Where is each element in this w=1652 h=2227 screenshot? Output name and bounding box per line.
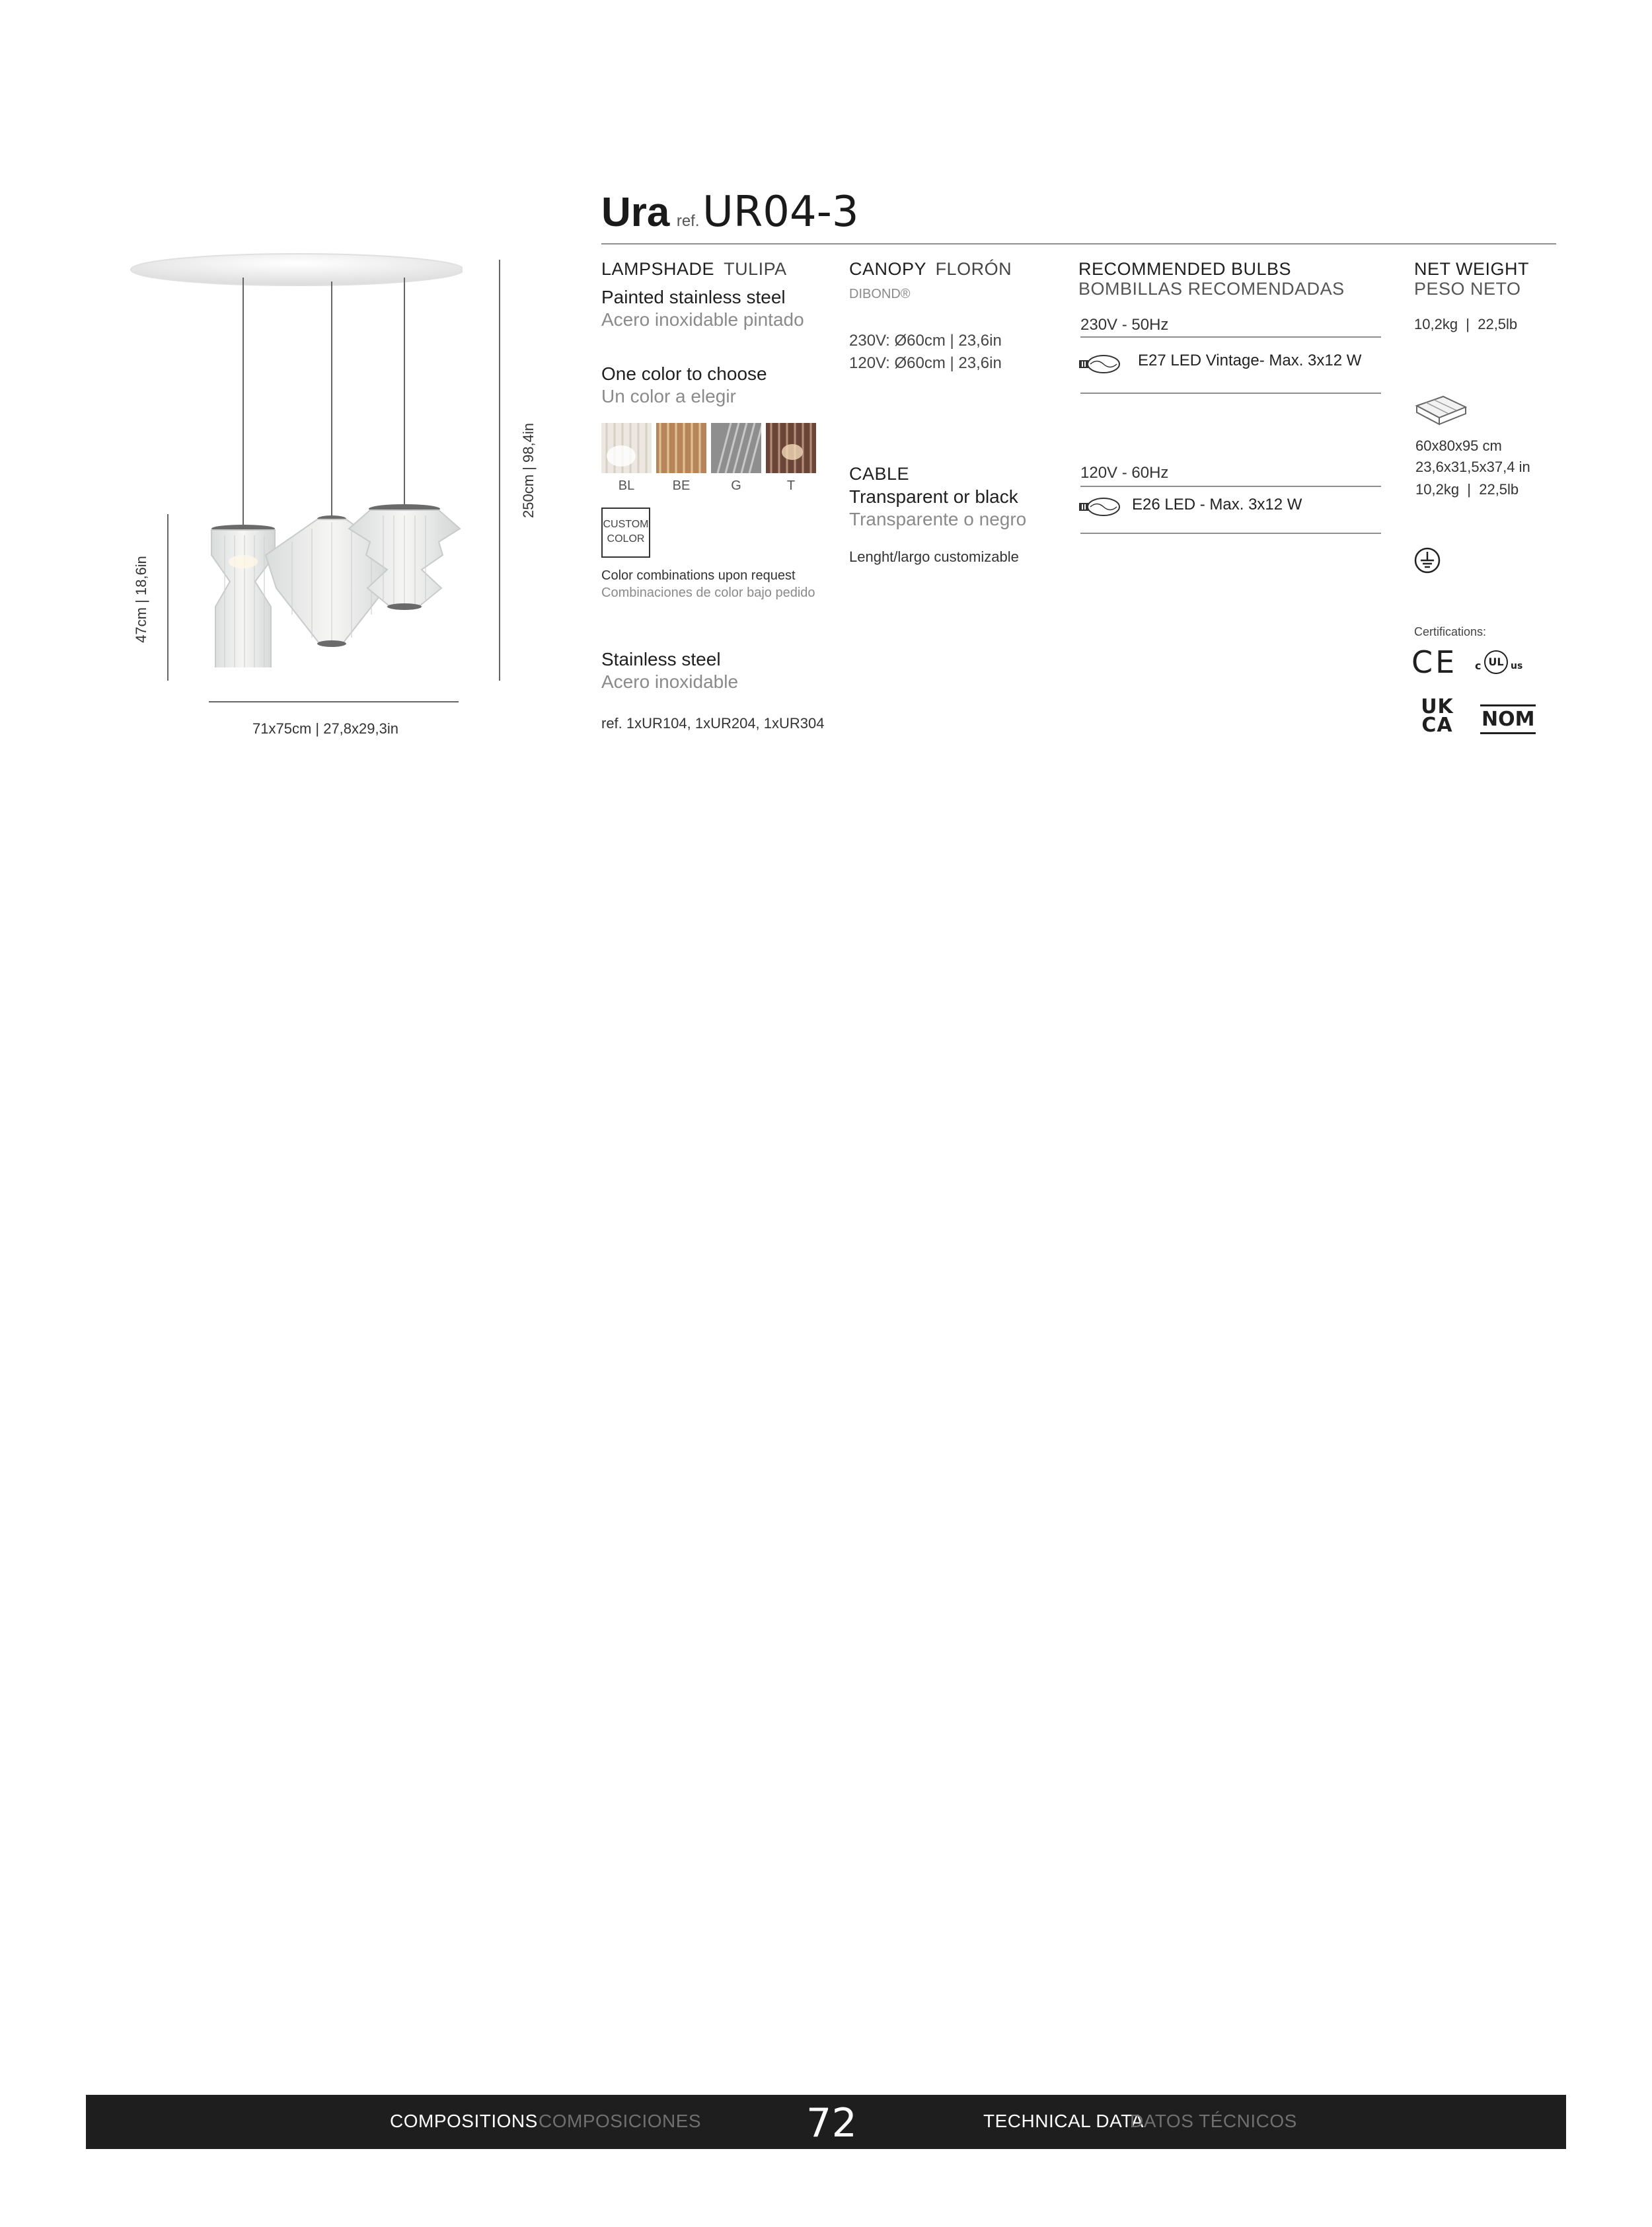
width-dimension-line xyxy=(209,701,459,702)
bulb-icon-230 xyxy=(1078,353,1122,379)
swatch-label-t: T xyxy=(786,478,796,493)
lampshade-title: LAMPSHADE xyxy=(601,259,715,279)
ul-mark xyxy=(1475,649,1528,678)
height-dimension-line xyxy=(499,260,500,681)
package-icon xyxy=(1414,394,1467,430)
width-label: 71x75cm | 27,8x29,3in xyxy=(252,720,398,737)
footer-compositions-en[interactable]: COMPOSITIONS xyxy=(390,2111,538,2131)
lampshade-subtitle: TULIPA xyxy=(724,259,787,279)
canopy-spec-230: 230V: Ø60cm | 23,6in xyxy=(849,332,1002,350)
ground-symbol xyxy=(1413,546,1442,575)
canopy-subtitle: FLORÓN xyxy=(935,259,1012,279)
swatch-be[interactable] xyxy=(656,423,706,473)
custom-color-line-2: COLOR xyxy=(607,533,645,545)
swatch-t[interactable] xyxy=(766,423,816,473)
lamp-tall xyxy=(211,525,275,667)
nom-mark xyxy=(1480,704,1536,734)
footer-technical-en[interactable]: TECHNICAL DATA xyxy=(983,2111,1144,2131)
swatch-label-bl: BL xyxy=(618,478,635,493)
ukca-mark-bottom: CA xyxy=(1421,714,1453,737)
footer-technical-es[interactable]: DATOS TÉCNICOS xyxy=(1130,2111,1297,2131)
voltage-120: 120V - 60Hz xyxy=(1080,464,1169,482)
lampshade-material-es: Acero inoxidable pintado xyxy=(601,309,804,330)
color-note-en: One color to choose xyxy=(601,363,767,384)
ul-mark-text: UL xyxy=(1488,656,1504,668)
nom-mark-text: NOM xyxy=(1482,708,1535,731)
swatch-bl-image xyxy=(601,423,652,473)
footer-page-number: 72 xyxy=(806,2100,858,2146)
product-illustration xyxy=(119,245,463,667)
canopy-title: CANOPY xyxy=(849,259,926,279)
page-title xyxy=(601,188,859,237)
swatch-label-g: G xyxy=(731,478,741,493)
bulb-120-bottom-rule xyxy=(1080,533,1381,534)
package-size-cm: 60x80x95 cm xyxy=(1415,437,1502,454)
total-height-label: 250cm | 98,4in xyxy=(520,423,537,518)
cable-option-en: Transparent or black xyxy=(849,486,1018,507)
cable-title: CABLE xyxy=(849,464,910,484)
swatch-g[interactable] xyxy=(711,423,761,473)
combinations-es: Combinaciones de color bajo pedido xyxy=(601,585,815,600)
lampshade-material-en: Painted stainless steel xyxy=(601,287,786,307)
bulb-icon xyxy=(1078,496,1122,518)
swatch-t-image xyxy=(766,423,816,473)
swatch-g-image xyxy=(711,423,761,473)
canopy-spec-120: 120V: Ø60cm | 23,6in xyxy=(849,354,1002,372)
ukca-mark-top: UK xyxy=(1421,695,1454,718)
cable-length-note: Lenght/largo customizable xyxy=(849,548,1019,565)
bulbs-title-en: RECOMMENDED BULBS xyxy=(1078,259,1292,279)
component-refs: ref. 1xUR104, 1xUR204, 1xUR304 xyxy=(601,715,825,732)
bulb-230-spec: E27 LED Vintage- Max. 3x12 W xyxy=(1138,352,1362,369)
bulb-icon-120 xyxy=(1078,496,1122,521)
bulb-icon xyxy=(1078,353,1122,375)
bulbs-title-es: BOMBILLAS RECOMENDADAS xyxy=(1078,279,1345,299)
lampshade-heading xyxy=(601,259,787,280)
bulb-120-spec: E26 LED - Max. 3x12 W xyxy=(1132,496,1302,513)
lamp-height-label: 47cm | 18,6in xyxy=(133,556,149,643)
pallet-icon xyxy=(1414,394,1467,427)
certifications-label: Certifications: xyxy=(1414,625,1487,638)
frame-material-en: Stainless steel xyxy=(601,649,721,669)
pendant-lamp-drawing xyxy=(119,245,463,667)
swatch-bl[interactable] xyxy=(601,423,652,473)
net-weight: 10,2kg | 22,5lb xyxy=(1414,316,1518,332)
ce-mark: CE xyxy=(1411,644,1458,680)
canopy-material: DIBOND® xyxy=(849,287,911,301)
ul-mark-us: us xyxy=(1511,661,1523,671)
frame-material-es: Acero inoxidable xyxy=(601,671,739,692)
cable-option-es: Transparente o negro xyxy=(849,509,1027,529)
swatch-label-be: BE xyxy=(672,478,691,493)
color-note-es: Un color a elegir xyxy=(601,386,736,406)
swatch-be-image xyxy=(656,423,706,473)
ref-prefix: ref. xyxy=(676,212,700,230)
weight-title-en: NET WEIGHT xyxy=(1414,259,1530,279)
bulb-230-top-rule xyxy=(1080,336,1381,338)
product-name: Ura xyxy=(601,190,670,235)
weight-title-es: PESO NETO xyxy=(1414,279,1521,299)
combinations-en: Color combinations upon request xyxy=(601,568,796,583)
bulb-230-bottom-rule xyxy=(1080,393,1381,394)
voltage-230: 230V - 50Hz xyxy=(1080,316,1169,334)
footer-compositions-es[interactable]: COMPOSICIONES xyxy=(539,2111,702,2131)
package-size-in: 23,6x31,5x37,4 in xyxy=(1415,459,1530,475)
custom-color-line-1: CUSTOM xyxy=(603,519,649,530)
earth-ground-icon xyxy=(1413,546,1442,578)
canopy-heading xyxy=(849,259,1012,280)
ref-code: UR04-3 xyxy=(702,188,859,237)
title-rule xyxy=(601,243,1556,245)
package-weight: 10,2kg | 22,5lb xyxy=(1415,481,1519,498)
lamp-height-dimension-line xyxy=(167,514,169,681)
ul-mark-c: c xyxy=(1475,660,1482,672)
footer-bar xyxy=(86,2095,1566,2149)
bulb-120-top-rule xyxy=(1080,486,1381,487)
ukca-mark xyxy=(1417,695,1458,737)
custom-color-box[interactable] xyxy=(601,508,650,558)
ul-circle xyxy=(1484,650,1508,674)
